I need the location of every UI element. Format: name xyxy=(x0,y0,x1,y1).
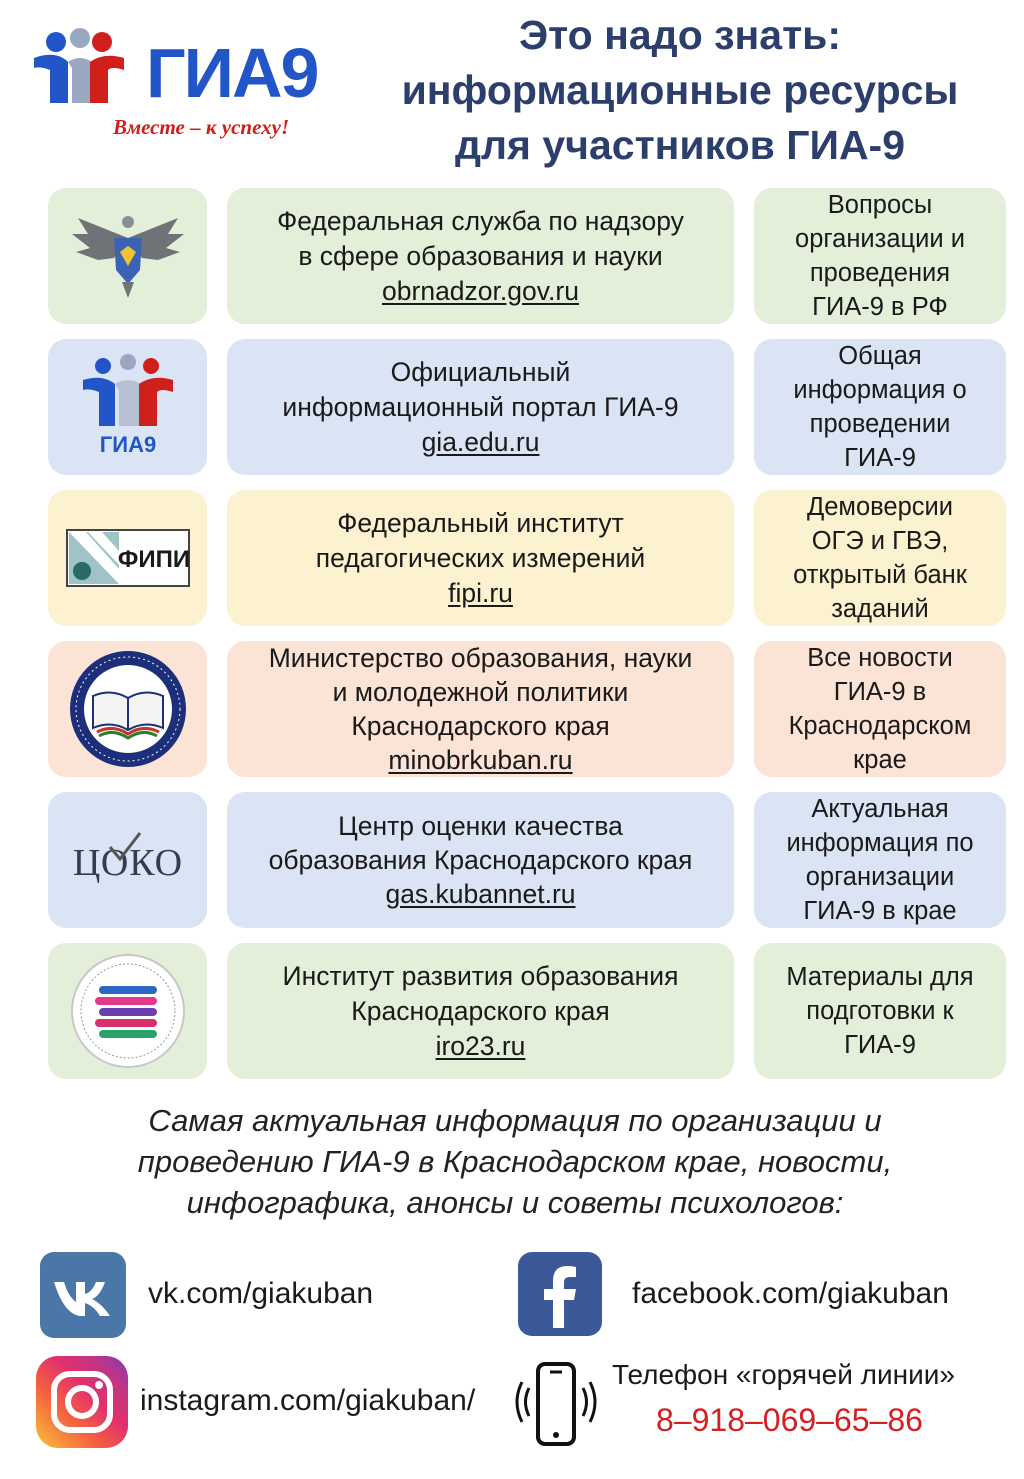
org-cell-obrnadzor xyxy=(227,188,734,324)
desc-line: Актуальная xyxy=(811,795,949,823)
desc-line: заданий xyxy=(831,595,929,623)
desc-line: подготовки к xyxy=(806,997,954,1025)
desc-line: ГИА-9 в РФ xyxy=(812,293,948,321)
desc-line: Все новости xyxy=(807,644,953,672)
link-iro[interactable]: iro23.ru xyxy=(435,1030,526,1061)
desc-line: Демоверсии xyxy=(806,493,954,521)
fipi-logo-icon xyxy=(66,529,190,587)
link-fipi[interactable]: fipi.ru xyxy=(448,577,513,608)
org-name-line: Федеральный институт xyxy=(337,507,624,538)
facebook-icon[interactable] xyxy=(518,1252,602,1336)
link-tsoko[interactable]: gas.kubannet.ru xyxy=(385,879,576,909)
gia9-logo-icon xyxy=(73,352,183,462)
logo-cell-ministry xyxy=(48,641,207,777)
hotline-label: Телефон «горячей линии» xyxy=(612,1359,955,1390)
logo-slogan: Вместе – к успеху! xyxy=(113,115,290,139)
desc-line: крае xyxy=(853,746,907,774)
footer-line: инфографика, анонсы и советы психологов: xyxy=(186,1185,844,1220)
desc-line: ОГЭ и ГВЭ, xyxy=(811,527,949,555)
org-name-line: Центр оценки качества xyxy=(338,811,623,841)
org-cell-ministry xyxy=(227,641,734,777)
link-obrnadzor[interactable]: obrnadzor.gov.ru xyxy=(382,275,579,306)
rosobrnadzor-eagle-icon xyxy=(68,208,188,304)
page-title xyxy=(360,8,1000,173)
title-line: Это надо знать: xyxy=(518,12,842,58)
title-line: для участников ГИА-9 xyxy=(454,122,906,168)
desc-line: проведения xyxy=(809,259,951,287)
footer-line: проведению ГИА-9 в Краснодарском крае, новости, xyxy=(137,1144,893,1179)
org-name-line: и молодежной политики xyxy=(332,677,629,707)
hotline-number[interactable]: 8–918–069–65–86 xyxy=(656,1402,923,1438)
org-cell-iro xyxy=(227,943,734,1079)
instagram-icon[interactable] xyxy=(36,1356,128,1448)
iro-books-seal-icon xyxy=(69,952,187,1070)
desc-line: ГИА-9 xyxy=(844,1031,916,1059)
desc-line: информация по xyxy=(786,829,974,857)
org-cell-gia xyxy=(227,339,734,475)
footer-text xyxy=(60,1100,970,1223)
desc-line: Общая xyxy=(838,342,922,370)
link-minobrkuban[interactable]: minobrkuban.ru xyxy=(388,745,573,775)
desc-line: проведении xyxy=(809,410,951,438)
tsoko-logo-icon xyxy=(58,825,198,895)
desc-cell-gia xyxy=(754,339,1006,475)
desc-cell-obrnadzor xyxy=(754,188,1006,324)
tsoko-caption: ЦОКО xyxy=(72,842,183,884)
vk-link[interactable]: vk.com/giakuban xyxy=(148,1277,374,1310)
desc-line: ГИА-9 в крае xyxy=(803,897,957,925)
desc-cell-iro xyxy=(754,943,1006,1079)
org-name-line: информационный портал ГИА-9 xyxy=(282,391,679,422)
org-name-line: Институт развития образования xyxy=(282,960,679,991)
link-gia[interactable]: gia.edu.ru xyxy=(421,426,540,457)
logo-text: ГИА9 xyxy=(146,34,318,112)
desc-line: Краснодарском xyxy=(788,712,972,740)
desc-line: Вопросы xyxy=(827,191,933,219)
org-name-line: Краснодарского края xyxy=(351,711,610,741)
logo-cell-gia xyxy=(48,339,207,475)
org-name-line: Министерство образования, науки xyxy=(268,643,693,673)
org-cell-fipi xyxy=(227,490,734,626)
logo-cell-fipi xyxy=(48,490,207,626)
instagram-link[interactable]: instagram.com/giakuban/ xyxy=(140,1384,476,1417)
desc-line: Материалы для xyxy=(786,963,974,991)
logo-cell-tsoko xyxy=(48,792,207,928)
org-name-line: образования Краснодарского края xyxy=(268,845,693,875)
fipi-caption: ФИПИ xyxy=(117,546,190,573)
smartphone-icon xyxy=(508,1360,604,1448)
title-line: информационные ресурсы xyxy=(401,67,959,113)
ministry-book-seal-icon xyxy=(67,648,189,770)
logo-cell-iro xyxy=(48,943,207,1079)
desc-line: ГИА-9 в xyxy=(833,678,927,706)
org-name-line: Официальный xyxy=(390,356,571,387)
gia9-caption: ГИА9 xyxy=(99,432,156,457)
desc-line: открытый банк xyxy=(793,561,967,589)
facebook-link[interactable]: facebook.com/giakuban xyxy=(632,1277,949,1310)
footer-line: Самая актуальная информация по организации и xyxy=(148,1103,882,1138)
org-cell-tsoko xyxy=(227,792,734,928)
desc-line: ГИА-9 xyxy=(844,444,916,472)
desc-line: организации и xyxy=(795,225,965,253)
desc-cell-ministry xyxy=(754,641,1006,777)
vk-icon[interactable] xyxy=(40,1252,126,1338)
logo-cell-obrnadzor xyxy=(48,188,207,324)
org-name-line: в сфере образования и науки xyxy=(298,240,663,271)
desc-line: организации xyxy=(805,863,955,891)
desc-line: информация о xyxy=(793,376,967,404)
org-name-line: Федеральная служба по надзору xyxy=(277,205,684,236)
desc-cell-tsoko xyxy=(754,792,1006,928)
desc-cell-fipi xyxy=(754,490,1006,626)
gia9-logo xyxy=(28,28,338,148)
org-name-line: педагогических измерений xyxy=(315,542,646,573)
org-name-line: Краснодарского края xyxy=(351,995,610,1026)
gia9-figures-icon xyxy=(28,28,158,118)
